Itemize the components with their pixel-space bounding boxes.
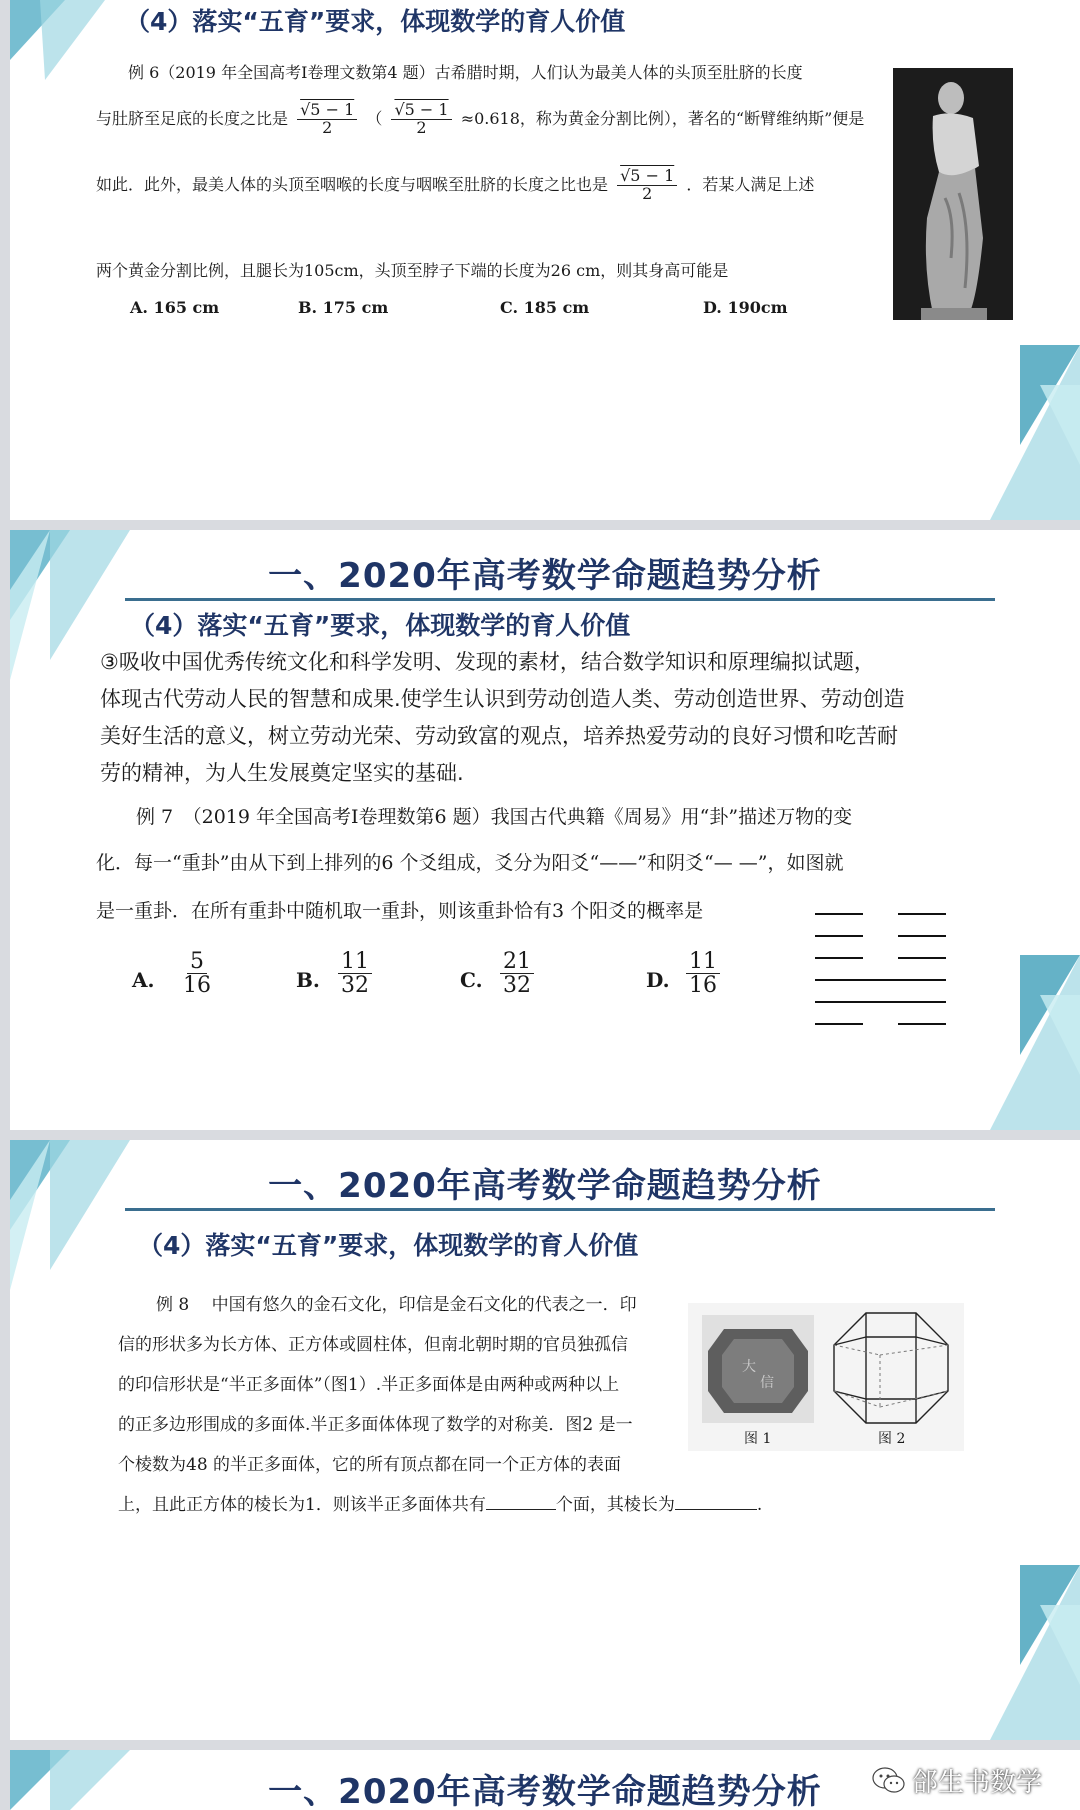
slide-subtitle: （4）落实“五育”要求，体现数学的育人价值 <box>125 7 626 36</box>
example-8-line-3: 的印信形状是“半正多面体”（图1）.半正多面体是由两种或两种以上 <box>118 1375 620 1395</box>
option-c: C. 185 cm <box>500 298 590 317</box>
example-7-line-1: 例 7 （2019 年全国高考Ⅰ卷理数第6 题）我国古代典籍《周易》用“卦”描述万物的变 <box>136 806 853 828</box>
figure-1-caption: 图 1 <box>744 1431 772 1447</box>
corner-decoration-bottom <box>960 1565 1080 1740</box>
paragraph-line-2: 体现古代劳动人民的智慧和成果.使学生认识到劳动创造人类、劳动创造世界、劳动创造 <box>100 687 905 711</box>
example-6-line-2: 与肚脐至足底的长度之比是 $\frac{√5 - 1}{2}$ （ $\frac{√5 - 1}{2}$ ≈0.618，称为黄金分割比例），著名的“断臂维纳斯”便是 <box>96 100 865 137</box>
paragraph-line-3: 美好生活的意义，树立劳动光荣、劳动致富的观点，培养热爱劳动的良好习惯和吃苦耐 <box>100 724 898 748</box>
seal-photo-figure-1 <box>702 1315 814 1423</box>
slide-subtitle: （4）落实“五育”要求，体现数学的育人价值 <box>138 1231 639 1260</box>
option-d: D. 190cm <box>703 298 788 317</box>
example-8-line-6: 上，且此正方体的棱长为1．则该半正多面体共有 个面，其棱长为 . <box>118 1495 763 1515</box>
golden-ratio-fraction-3: $\frac{√5 - 1}{2}$ <box>617 168 677 203</box>
slide-title: 一、2020年高考数学命题趋势分析 <box>268 1772 822 1810</box>
example-8-line-1: 例 8 中国有悠久的金石文化，印信是金石文化的代表之一．印 <box>156 1295 637 1315</box>
example-7-line-3: 是一重卦．在所有重卦中随机取一重卦，则该重卦恰有3 个阳爻的概率是 <box>96 900 704 922</box>
figure-panel <box>688 1303 964 1451</box>
wechat-icon <box>872 1766 906 1796</box>
option-a: A. 165 cm <box>130 298 220 317</box>
watermark <box>872 1762 1042 1799</box>
answer-blank-edge <box>675 1509 757 1510</box>
slide-3 <box>10 1140 1080 1740</box>
slide-1 <box>10 0 1080 520</box>
slide-2: 一、2020年高考数学命题趋势分析 （4）落实“五育”要求，体现数学的育人价值 ③吸收中国优秀传统文化和科学发明、发现的素材，结合数学知识和原理编拟试题， 体现古代劳动人民的智慧和成果.使学生认识到劳动创造人类、劳动创造世界、劳动创造 美好生活的意义，树立劳动光荣、劳动致富的观点，培养热爱劳动的良好习惯和吃苦耐 劳的精神，为人生发展奠定坚实的基础. 例 7 （2019 年全国高考Ⅰ卷理数第6 题）我国古代典籍《周易》用“卦”描述万物的变 化．每一“重卦”由从下到上排列的6 个爻组成，爻分为阳爻“——”和阴爻“— —”，如图就 是一重卦．在所有重卦中随机取一重卦，则该重卦恰有3 个阳爻的概率是 A. $\frac{5}{16}$ B. $\frac{11}{32}$ C. $\frac{21}{32}$ D. $\frac{11}{16}$ <box>10 530 1080 1130</box>
watermark-text: 郃生书数学 <box>912 1768 1043 1798</box>
slide-title: 一、2020年高考数学命题趋势分析 <box>268 1166 822 1206</box>
example-6-line-3: 如此．此外，最美人体的头顶至咽喉的长度与咽喉至肚脐的长度之比也是 $\frac{√5 - 1}{2}$ ．若某人满足上述 <box>96 166 815 203</box>
paragraph-line-1: ③吸收中国优秀传统文化和科学发明、发现的素材，结合数学知识和原理编拟试题， <box>100 650 875 674</box>
slide-subtitle: （4）落实“五育”要求，体现数学的育人价值 <box>130 611 631 640</box>
corner-decoration-bottom <box>960 955 1080 1130</box>
slide-title: 一、2020年高考数学命题趋势分析 <box>268 556 822 596</box>
example-7-line-2: 化．每一“重卦”由从下到上排列的6 个爻组成，爻分为阳爻“——”和阴爻“— —”，如图就 <box>96 852 844 874</box>
venus-de-milo-image <box>893 68 1013 320</box>
svg-text:大: 大 <box>742 1359 756 1375</box>
answer-blank-faces <box>486 1509 556 1510</box>
figure-2-caption: 图 2 <box>878 1431 906 1447</box>
title-divider <box>125 1208 995 1211</box>
golden-ratio-fraction-2: $\frac{√5 - 1}{2}$ <box>391 102 451 137</box>
corner-decoration <box>10 0 130 110</box>
svg-text:信: 信 <box>760 1375 774 1391</box>
golden-ratio-fraction: $\frac{√5 - 1}{2}$ <box>297 102 357 137</box>
example-8-line-2: 信的形状多为长方体、正方体或圆柱体，但南北朝时期的官员独孤信 <box>118 1335 628 1355</box>
example-6-line-1: 例 6（2019 年全国高考Ⅰ卷理文数第4 题）古希腊时期，人们认为最美人体的头顶至肚脐的长度 <box>128 63 803 82</box>
example-6-line-4: 两个黄金分割比例，且腿长为105cm，头顶至脖子下端的长度为26 cm，则其身高可能是 <box>96 261 729 280</box>
example-8-line-5: 个棱数为48 的半正多面体，它的所有顶点都在同一个正方体的表面 <box>118 1455 622 1475</box>
option-b: B. 175 cm <box>298 298 389 317</box>
example-8-line-4: 的正多边形围成的多面体.半正多面体体现了数学的对称美．图2 是一 <box>118 1415 633 1435</box>
polyhedron-figure-2 <box>826 1307 956 1429</box>
corner-decoration-bottom <box>960 345 1080 520</box>
title-divider <box>125 598 995 601</box>
paragraph-line-4: 劳的精神，为人生发展奠定坚实的基础. <box>100 761 464 785</box>
